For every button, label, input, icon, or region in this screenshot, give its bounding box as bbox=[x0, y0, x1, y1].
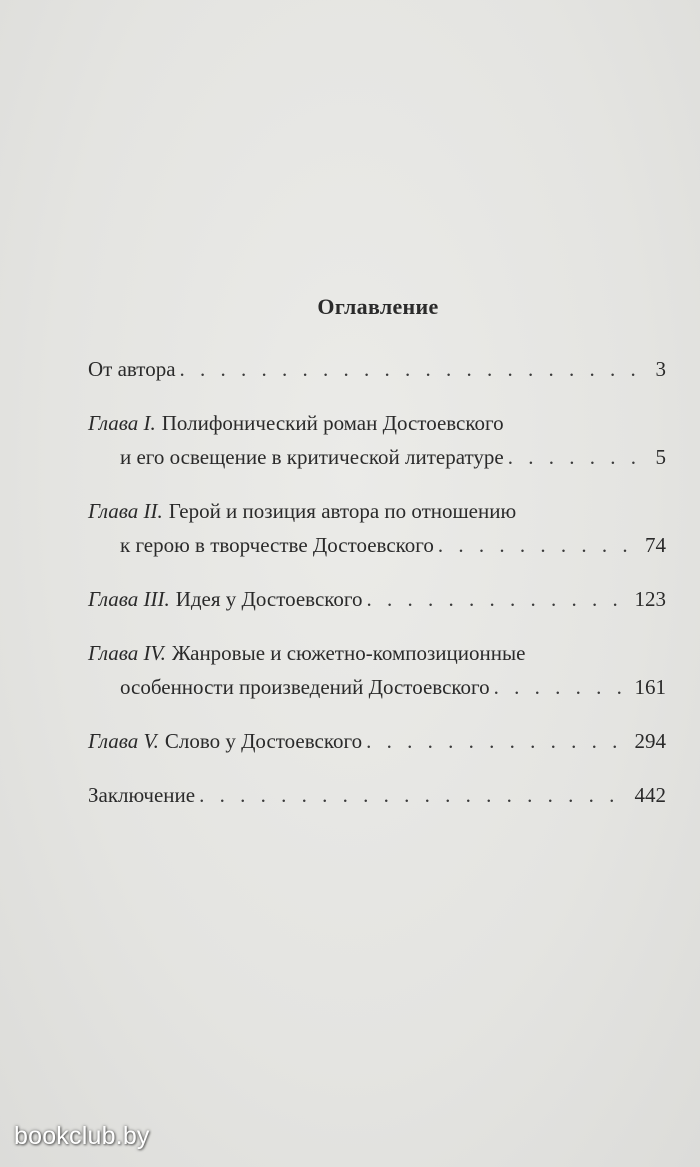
page-number: 294 bbox=[634, 729, 666, 753]
chapter-label: Глава II. bbox=[88, 499, 163, 523]
dot-leader bbox=[508, 440, 652, 474]
dot-leader bbox=[366, 724, 630, 758]
entry-text: особенности произведений Достоевского bbox=[120, 675, 490, 699]
entry-text: От автора bbox=[88, 357, 176, 381]
entry-text: к герою в творчестве Достоевского bbox=[120, 533, 434, 557]
page-number: 161 bbox=[634, 675, 666, 699]
entry-text: Слово у Достоевского bbox=[164, 729, 363, 753]
chapter-label: Глава I. bbox=[88, 411, 156, 435]
toc-entry-chapter-4 bbox=[88, 636, 666, 704]
toc-line bbox=[88, 352, 666, 386]
watermark-logo: bookclub.by bbox=[14, 1122, 150, 1150]
chapter-label: Глава IV. bbox=[88, 641, 166, 665]
chapter-label: Глава III. bbox=[88, 587, 170, 611]
entry-text: Заключение bbox=[88, 783, 196, 807]
page-number: 442 bbox=[634, 783, 666, 807]
toc-line-continued bbox=[88, 528, 666, 562]
table-of-contents bbox=[88, 352, 666, 832]
toc-entry-intro bbox=[88, 352, 666, 386]
toc-line bbox=[88, 406, 666, 440]
entry-text: и его освещение в критической литературе bbox=[120, 445, 504, 469]
dot-leader bbox=[180, 352, 652, 386]
toc-entry-chapter-1 bbox=[88, 406, 666, 474]
entry-text: Жанровые и сюжетно-композиционные bbox=[171, 641, 526, 665]
dot-leader bbox=[367, 582, 631, 616]
toc-entry-chapter-3 bbox=[88, 582, 666, 616]
toc-line bbox=[88, 778, 666, 812]
dot-leader bbox=[199, 778, 630, 812]
entry-text: Герой и позиция автора по отношению bbox=[168, 499, 517, 523]
toc-line-continued bbox=[88, 440, 666, 474]
toc-line bbox=[88, 494, 666, 528]
entry-text: Идея у Достоевского bbox=[175, 587, 363, 611]
toc-entry-conclusion bbox=[88, 778, 666, 812]
toc-line bbox=[88, 582, 666, 616]
chapter-label: Глава V. bbox=[88, 729, 159, 753]
page-number: 74 bbox=[645, 533, 666, 557]
toc-line bbox=[88, 724, 666, 758]
page-number: 3 bbox=[655, 357, 666, 381]
toc-title: Оглавление bbox=[317, 294, 439, 319]
page-number: 5 bbox=[655, 445, 666, 469]
toc-entry-chapter-5 bbox=[88, 724, 666, 758]
entry-text: Полифонический роман Достоевского bbox=[161, 411, 504, 435]
dot-leader bbox=[438, 528, 641, 562]
dot-leader bbox=[494, 670, 631, 704]
toc-line bbox=[88, 636, 666, 670]
toc-line-continued bbox=[88, 670, 666, 704]
toc-entry-chapter-2 bbox=[88, 494, 666, 562]
page-number: 123 bbox=[634, 587, 666, 611]
